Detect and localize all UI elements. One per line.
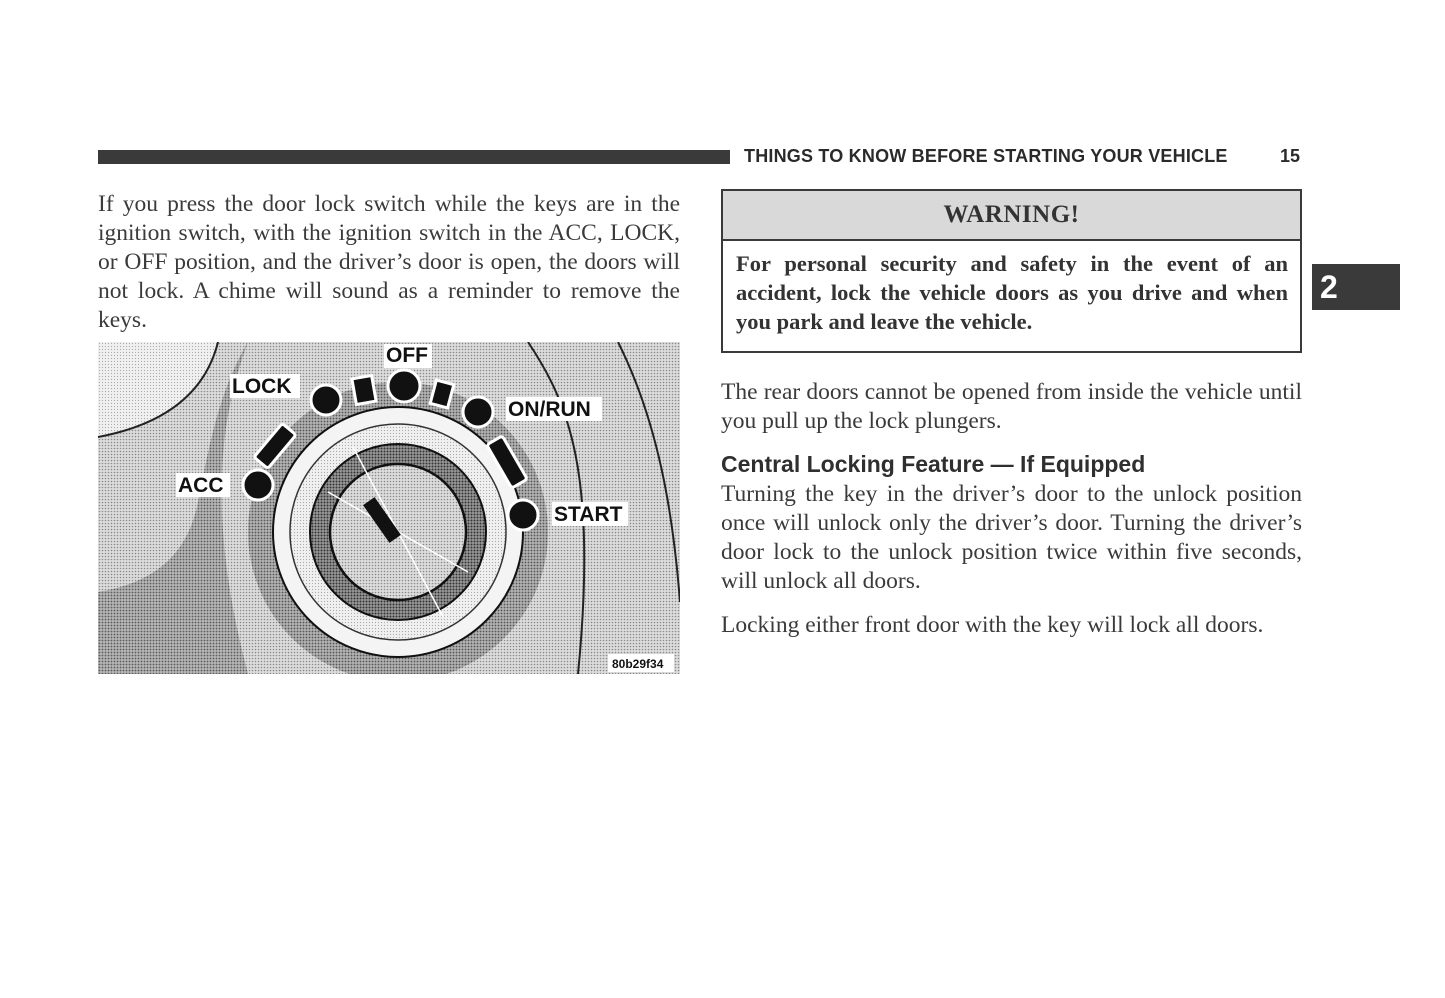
start-position-label: START — [554, 503, 623, 526]
locking-front-door-paragraph: Locking either front door with the key will lock all doors. — [721, 612, 1264, 638]
central-locking-paragraph: Turning the key in the driver’s door to the unlock position once will unlock only the driver’s door. Turning the driver’s door lock to the unlock position twice within five seconds, will unlock all doors. — [721, 481, 1302, 594]
ignition-switch-illustration — [98, 342, 680, 674]
on-run-position-label: ON/RUN — [508, 398, 591, 421]
header-rule-bar — [98, 150, 730, 164]
ignition-switch-figure — [98, 342, 680, 674]
off-position-label: OFF — [386, 344, 428, 367]
chapter-tab: 2 — [1312, 264, 1400, 310]
warning-title: WARNING! — [723, 191, 1300, 241]
page-number: 15 — [1280, 146, 1301, 166]
acc-position-label: ACC — [178, 474, 224, 497]
central-locking-heading: Central Locking Feature — If Equipped — [721, 451, 1146, 477]
warning-text: For personal security and safety in the event of an accident, lock the vehicle doors as you drive and when you park and leave the vehicle. — [736, 251, 1288, 334]
door-lock-paragraph: If you press the door lock switch while the keys are in the ignition switch, with the ignition switch in the ACC, LOCK, or OFF position, and the driver’s door is open, the doors will not lock. A chime will sound as a reminder to remove the keys. — [98, 191, 680, 333]
warning-box — [721, 189, 1302, 353]
running-header-title: THINGS TO KNOW BEFORE STARTING YOUR VEHICLE — [744, 146, 1228, 166]
figure-code: 80b29f34 — [612, 657, 664, 671]
lock-position-label: LOCK — [232, 375, 292, 398]
rear-doors-paragraph: The rear doors cannot be opened from inside the vehicle until you pull up the lock plungers. — [721, 379, 1302, 434]
